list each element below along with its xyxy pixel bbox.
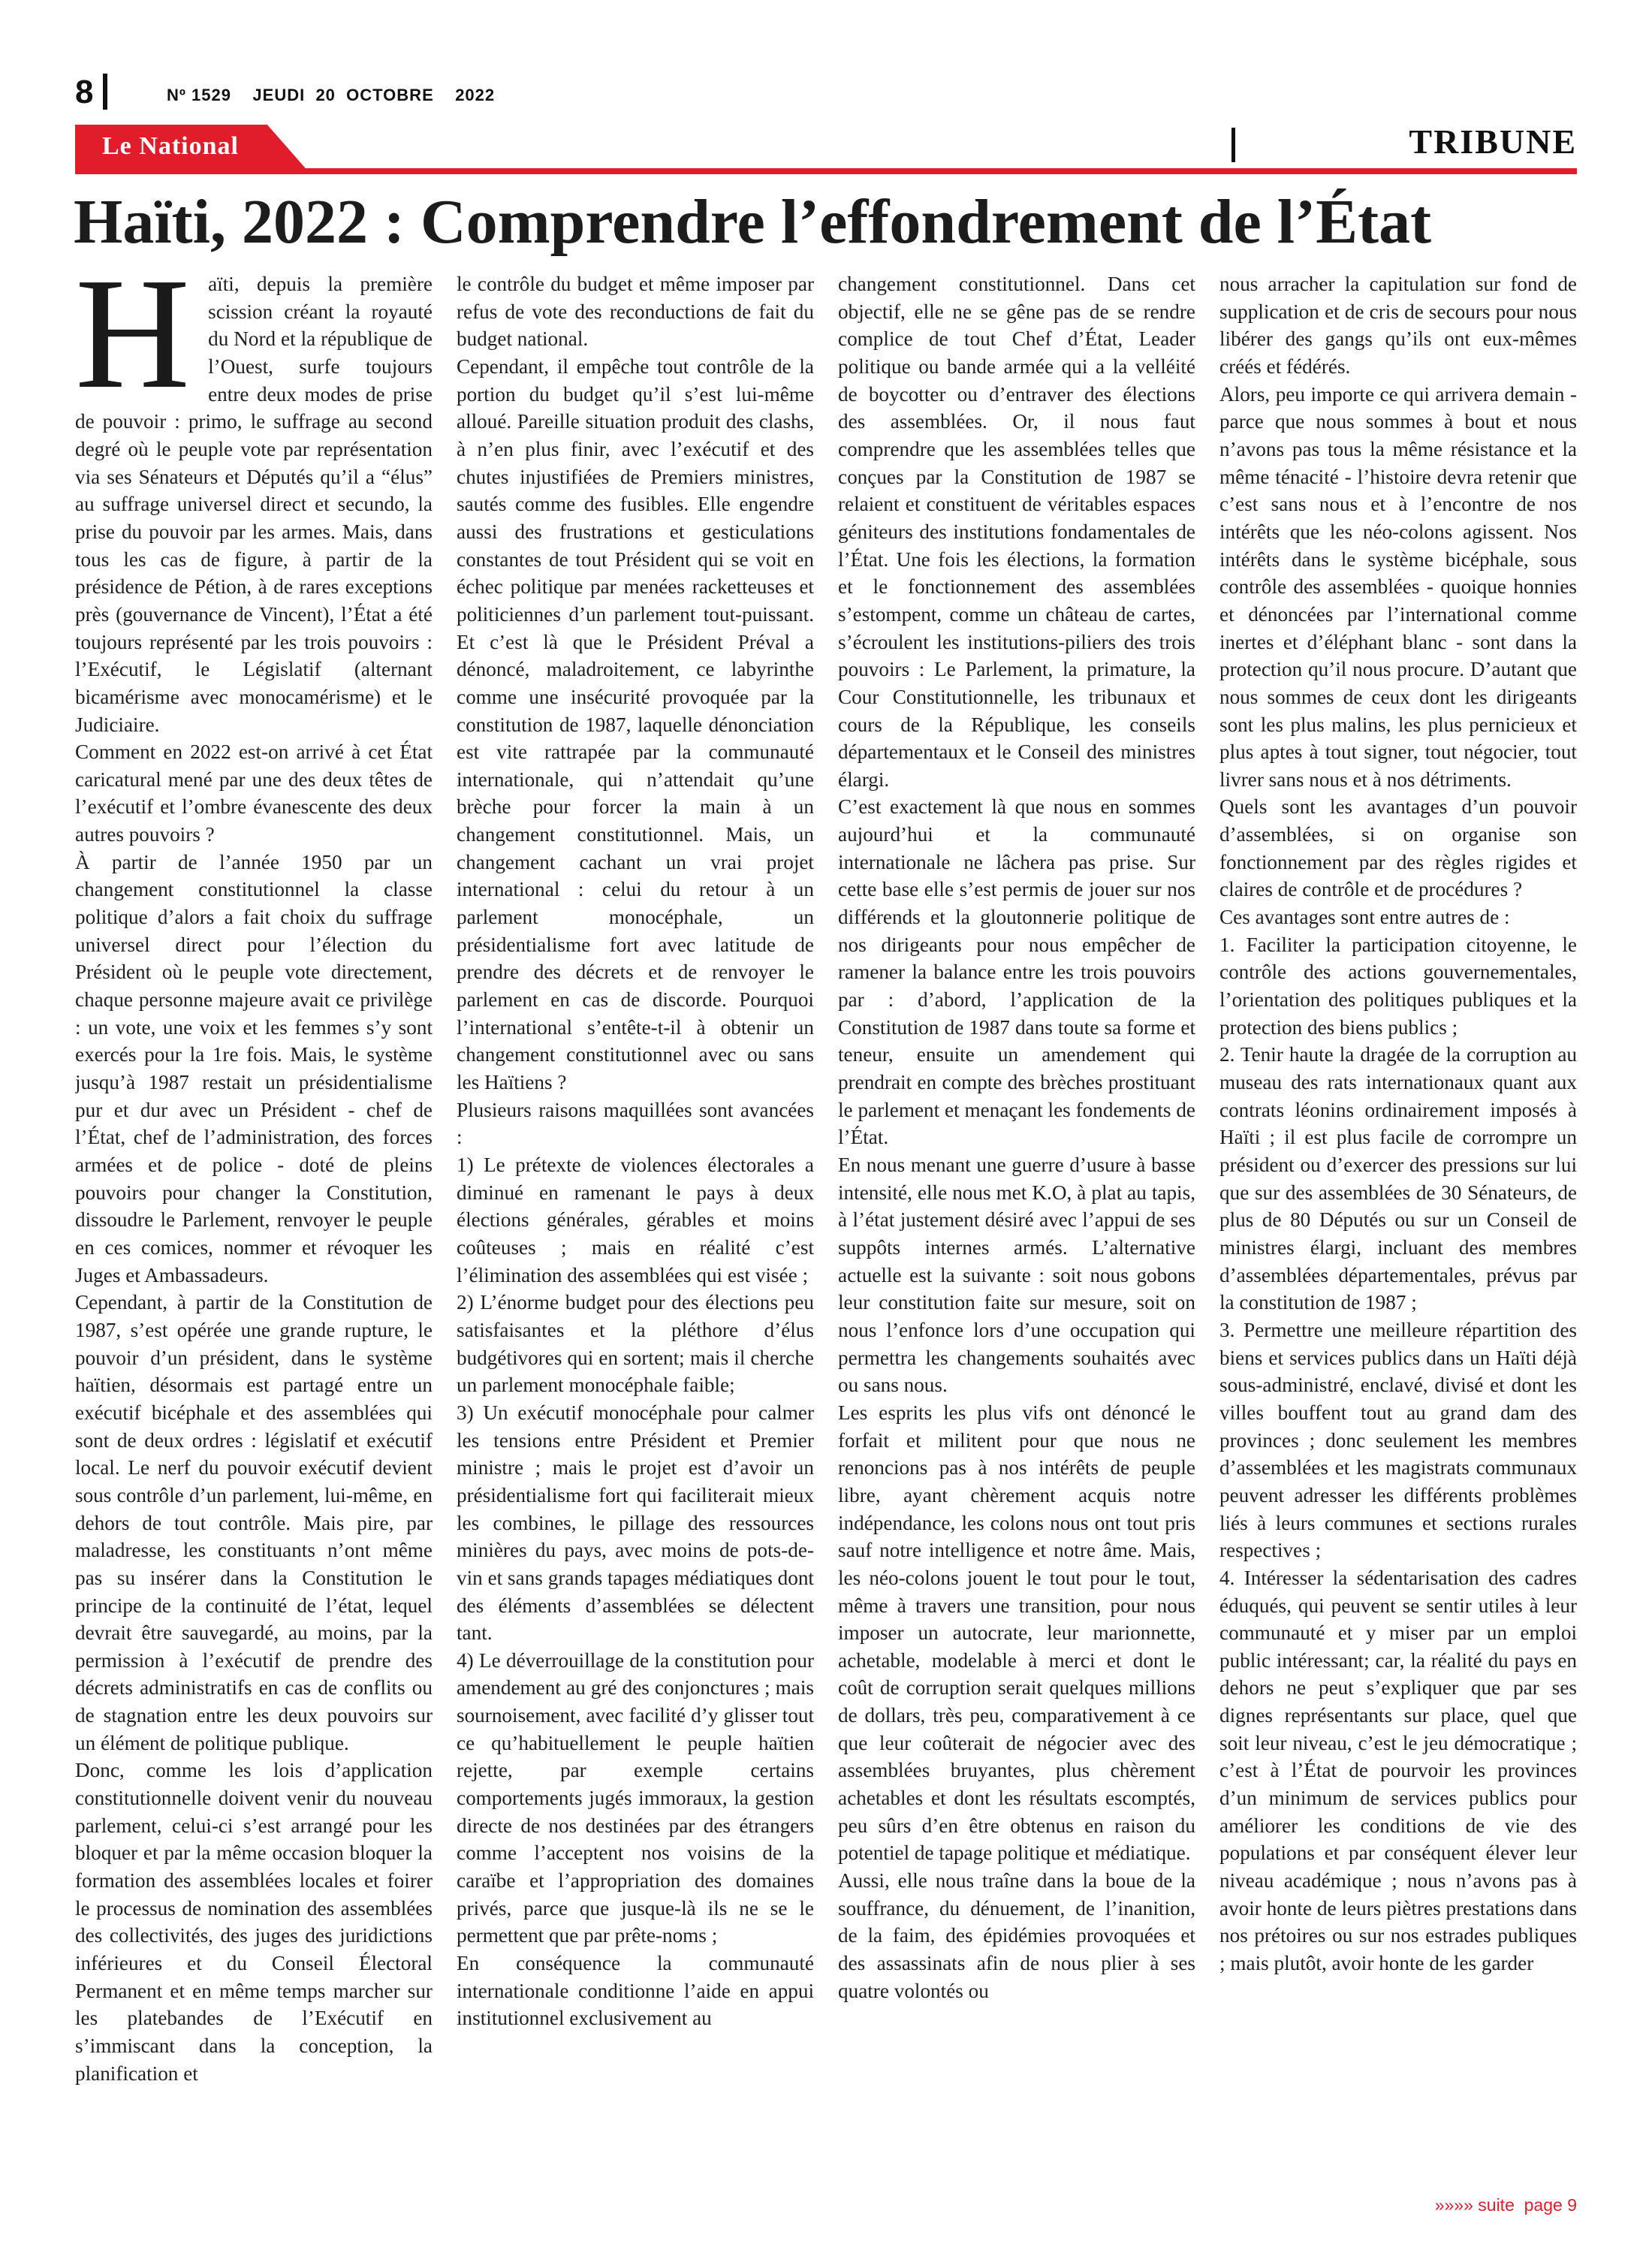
continuation-note: »»»» suite page 9 [1434,2195,1577,2215]
article-paragraph: nous arracher la capitulation sur fond de supplication et de cris de secours pour nous libérer des gangs qu’ils ont eux-mêmes créés et fédérés. [1219,273,1577,378]
article-paragraph: En conséquence la communauté internationale conditionne l’aide en appui institutionnel exclusivement au [457,1952,814,2030]
article-paragraph: Cependant, il empêche tout contrôle de la portion du budget qu’il s’est lui-même alloué. Pareille situation produit des clashs, à n’en plus finir, avec l’exécutif et des chutes injustifiées de Premiers ministres, sautés comme des fusibles. Elle engendre aussi des frustrations et gesticulations constantes de tout Président qui se voit en échec politique par menées racketteuses et politiciennes d’un parlement tout-puissant. Et c’est là que le Président Préval a dénoncé, maladroitement, ce labyrinthe comme une insécurité provoquée par la constitution de 1987, laquelle dénonciation est vite rattrapée par la communauté internationale, qui n’attendait qu’une brèche pour forcer la main à un changement constitutionnel. Mais, un changement cachant un vrai projet international : celui du retour à un parlement monocéphale, un présidentialisme fort avec latitude de prendre des décrets et de renvoyer le parlement en cas de discorde. Pourquoi l’international s’entête-t-il à obtenir un changement constitutionnel avec ou sans les Haïtiens ? [457,354,814,1094]
section-divider [1231,128,1235,162]
article-paragraph: Cependant, à partir de la Constitution de 1987, s’est opérée une grande rupture, le pouvoir d’un président, dans le système haïtien, désormais est partagé entre un exécutif bicéphale et des assemblées qui sont de deux ordres : législatif et exécutif local. Le nerf du pouvoir exécutif devient sous contrôle d’un parlement, lui-même, en dehors de tout contrôle. Mais pire, par maladresse, les constituants n’ont même pas su insérer dans la Constitution le principe de la continuité de l’état, lequel devrait être sauvegardé, au moins, par la permission à l’exécutif de prendre des décrets administratifs en cas de conflits ou de stagnation entre les deux pouvoirs sur un élément de politique publique. [75,1291,433,1754]
article-paragraph: Quels sont les avantages d’un pouvoir d’assemblées, si on organise son fonctionnement par des règles rigides et claires de contrôle et de procédures ? [1219,795,1577,901]
issue-line: Nº 1529 JEUDI 20 OCTOBRE 2022 [167,86,496,104]
article-paragraph: Donc, comme les lois d’application constitutionnelle doivent venir du nouveau parlement, celui-ci s’est arrangé pour les bloquer et par la même occasion bloquer la formation des assemblées locales et foirer le processus de nomination des assemblées des collectivités, des juges des juridictions inférieures et du Conseil Électoral Permanent et en même temps marcher sur les platebandes de l’Exécutif en s’immiscant dans la conception, la planification et [75,1759,433,2085]
publication-name: Le National [102,132,239,160]
section-label: TRIBUNE [1409,122,1577,161]
article-column-3 [838,270,1195,2119]
article-paragraph: aïti, depuis la première scission créant la royauté du Nord et la république de l’Ouest, surfe toujours entre deux modes de prise de pouvoir : primo, le suffrage au second degré où le peuple vote par représentation via ses Sénateurs et Députés qu’il a “élus” au suffrage universel direct et secundo, la prise du pouvoir par les armes. Mais, dans tous les cas de figure, à partir de la présidence de Pétion, à de rares exceptions près (gouvernance de Vincent), l’État a été toujours représenté par les trois pouvoirs : l’Exécutif, le Législatif (alternant bicamérisme avec monocamérisme) et le Judiciaire. [75,273,433,736]
article-paragraph: Alors, peu importe ce qui arrivera demain - parce que nous sommes à bout et nous n’avons pas tous la même résistance et la même ténacité - l’histoire devra retenir que c’est sans nous et à l’encontre de nos intérêts que les néo-colons agissent. Nos intérêts dans le système bicéphale, sous contrôle des assemblées - quoique honnies et dénoncées par l’international comme inertes et d’éléphant blanc - sont dans la protection qu’il nous procure. D’autant que nous sommes de ceux dont les dirigeants sont les plus malins, les plus pernicieux et plus aptes à tout signer, tout négocier, tout livrer sans nous et à nos détriments. [1219,382,1577,791]
page-number: 8 [75,74,94,110]
article-column-4 [1219,270,1577,2119]
article-paragraph: le contrôle du budget et même imposer par refus de vote des reconductions de fait du budget national. [457,273,814,351]
page-number-divider [103,74,107,110]
article-paragraph: Plusieurs raisons maquillées sont avancées : [457,1098,814,1149]
article-paragraph: 4. Intéresser la sédentarisation des cadres éduqués, qui peuvent se sentir utiles à leur communauté et y miser par un emploi public intéressant; car, la réalité du pays en dehors ne peut s’expliquer que par ses dignes représentants sur place, quel que soit leur niveau, c’est le jeu démocratique ; c’est à l’État de pourvoir les provinces d’un minimum de services publics pour améliorer les conditions de vie des populations et par conséquent élever leur niveau académique ; nous n’avons pas à avoir honte de leurs piètres prestations dans nos prétoires ou sur nos estrades publiques ; mais plutôt, avoir honte de les garder [1219,1566,1577,1975]
drop-cap: H [75,270,191,421]
article-paragraph: 1) Le prétexte de violences électorales a diminué en ramenant le pays à deux élections générales, gérables et moins coûteuses ; mais en réalité c’est l’élimination des assemblées qui est visée ; [457,1154,814,1286]
article-paragraph: C’est exactement là que nous en sommes aujourd’hui et la communauté internationale ne lâchera pas prise. Sur cette base elle s’est permis de jouer sur nos différends et la gloutonnerie politique de nos dirigeants pour nous empêcher de ramener la balance entre les trois pouvoirs par : d’abord, l’application de la Constitution de 1987 dans toute sa forme et teneur, ensuite un amendement qui prendrait en compte des brèches prostituant le parlement et menaçant les fondements de l’État. [838,795,1195,1149]
article-paragraph: En nous menant une guerre d’usure à basse intensité, elle nous met K.O, à plat au tapis, à l’état justement désiré avec l’appui de ses suppôts internes armés. L’alternative actuelle est la suivante : soit nous gobons leur constitution faite sur mesure, soit on nous l’enfonce lors d’une occupation qui permettra les changements souhaités avec ou sans nous. [838,1154,1195,1397]
article-column-2 [457,270,814,2119]
article-title: Haïti, 2022 : Comprendre l’effondrement de l’État [74,187,1432,257]
article-paragraph: 3. Permettre une meilleure répartition des biens et services publics dans un Haïti déjà sous-administré, enclavé, divisé et dont les villes bouffent tout au grand dam des provinces ; donc seulement les membres d’assemblées et les magistrats communaux peuvent adresser les différents problèmes liés à leurs communes et sections rurales respectives ; [1219,1318,1577,1562]
article-paragraph: À partir de l’année 1950 par un changement constitutionnel la classe politique d’alors a fait choix du suffrage universel direct pour l’élection du Président où le peuple vote directement, chaque personne majeure avait ce privilège : un vote, une voix et les femmes s’y sont exercés pour la 1re fois. Mais, le système jusqu’à 1987 restait un présidentialisme pur et dur avec un Président - chef de l’État, chef de l’administration, des forces armées et de police - doté de pleins pouvoirs pour changer la Constitution, dissoudre le Parlement, renvoyer le peuple en ces comices, nommer et révoquer les Juges et Ambassadeurs. [75,850,433,1286]
article-paragraph: 3) Un exécutif monocéphale pour calmer les tensions entre Président et Premier ministre ; mais le projet est d’avoir un présidentialisme fort qui faciliterait mieux les combines, le pillage des ressources minières du pays, avec moins de pots-de-vin et sans grands tapages médiatiques dont des éléments d’assemblées se délectent tant. [457,1401,814,1645]
article-paragraph: 2) L’énorme budget pour des élections peu satisfaisantes et la pléthore d’élus budgétivores qui en sortent; mais il cherche un parlement monocéphale faible; [457,1291,814,1397]
article-paragraph: Comment en 2022 est-on arrivé à cet État caricatural mené par une des deux têtes de l’exécutif et l’ombre évanescente des deux autres pouvoirs ? [75,740,433,846]
article-paragraph: 2. Tenir haute la dragée de la corruption au museau des rats internationaux quant aux contrats léonins ordinairement imposés à Haïti ; il est plus facile de corrompre un président ou d’exercer des pressions sur lui que sur des assemblées de 30 Sénateurs, de plus de 80 Députés ou sur un Conseil de ministres élargi, incluant des membres d’assemblées départementales, prévus par la constitution de 1987 ; [1219,1043,1577,1314]
article-paragraph: Aussi, elle nous traîne dans la boue de la souffrance, du dénuement, de l’inanition, de la faim, des épidémies provoquées et des assassinats afin de nous plier à ses quatre volontés ou [838,1869,1195,2002]
article-paragraph: Ces avantages sont entre autres de : [1219,906,1510,929]
article-paragraph: 4) Le déverrouillage de la constitution pour amendement au gré des conjonctures ; mais sournoisement, avec facilité d’y glisser tout ce qu’habituellement le peuple haïtien rejette, par exemple certains comportements jugés immoraux, la gestion directe de nos destinées par des étrangers comme l’acceptent nos voisins de la caraïbe et l’appropriation des domaines privés, parce que jusque-là ils ne se le permettent que par prête-noms ; [457,1648,814,1947]
article-paragraph: Les esprits les plus vifs ont dénoncé le forfait et militent pour que nous ne renoncions pas à nos intérêts de peuple libre, ayant chèrement acquis notre indépendance, les colons nous ont tout pris sauf notre intelligence et notre âme. Mais, les néo-colons jouent le tout pour le tout, même à travers une transition, pour nous imposer un autocrate, leur marionnette, achetable, modelable à merci et dont le coût de corruption serait quelques millions de dollars, très peu, comparativement à ce que leur coûterait de négocier avec des assemblées bruyantes, plus chèrement achetables et dont les résultats escomptés, peu sûrs d’en être obtenus en raison du potentiel de tapage politique et médiatique. [838,1401,1195,1865]
article-paragraph: 1. Faciliter la participation citoyenne, le contrôle des actions gouvernementales, l’orientation des politiques publiques et la protection des biens publics ; [1219,933,1577,1039]
article-paragraph: changement constitutionnel. Dans cet objectif, elle ne se gêne pas de se rendre complice de tout Chef d’État, Leader politique ou bande armée qui a la velléité de boycotter ou d’entraver des élections des assemblées. Or, il nous faut comprendre que les assemblées telles que conçues par la Constitution de 1987 se relaient et constituent de véritables espaces géniteurs des institutions fondamentales de l’État. Une fois les élections, la formation et le fonctionnement des assemblées s’estompent, comme un château de cartes, s’écroulent les institutions-piliers des trois pouvoirs : Le Parlement, la primature, la Cour Constitutionnelle, les tribunaux et cours de la République, les conseils départementaux et le Conseil des ministres élargi. [838,273,1195,791]
header-rule [75,168,1577,174]
article-column-1 [75,270,433,2119]
